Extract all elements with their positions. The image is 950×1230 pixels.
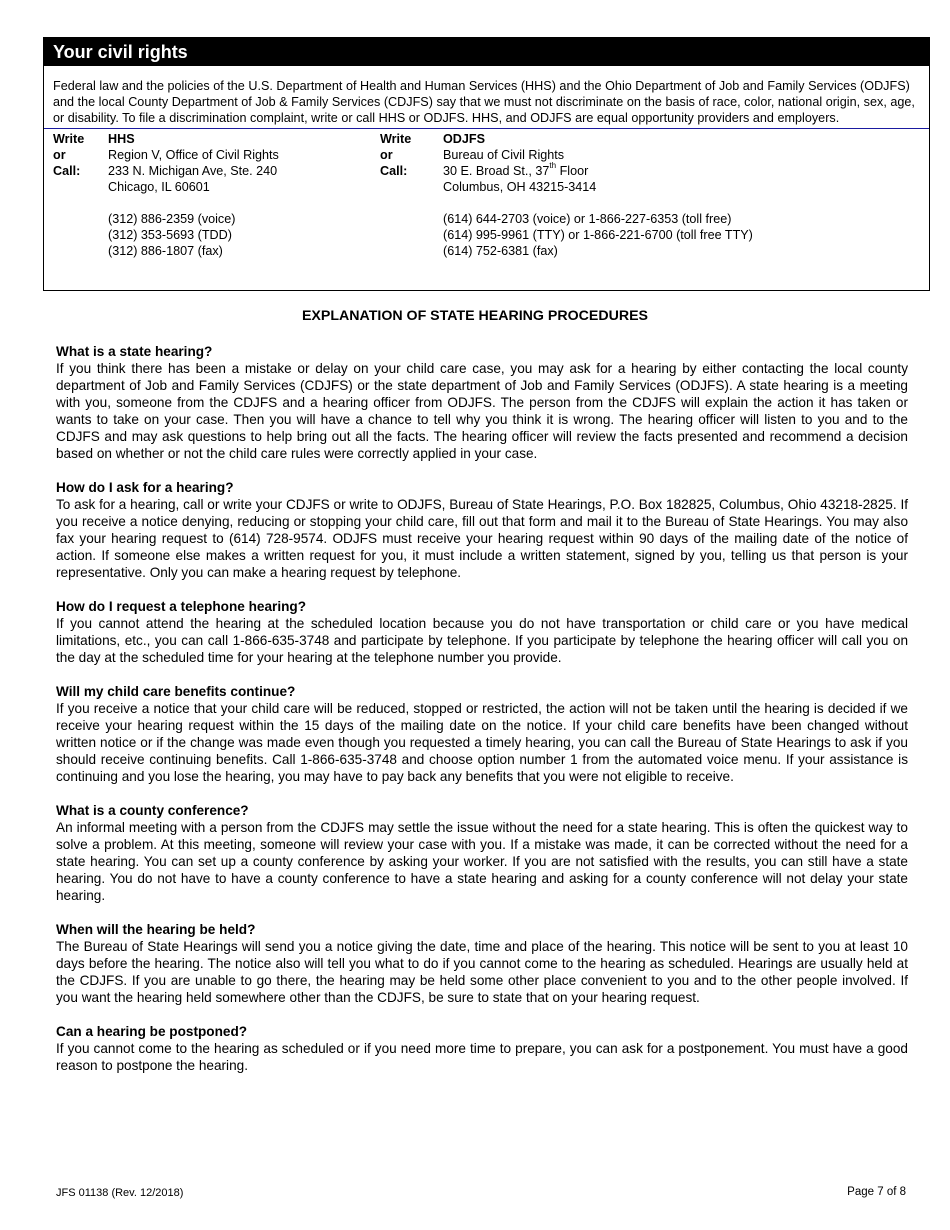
hhs-contact (108, 131, 279, 259)
section-heading: When will the hearing be held? (56, 922, 256, 937)
section-hearing-postponed (56, 1023, 908, 1074)
odjfs-phone: (614) 995-9961 (TTY) or 1-866-221-6700 (toll free TTY) (443, 228, 753, 242)
odjfs-contact (443, 131, 753, 259)
hhs-label (53, 131, 84, 179)
odjfs-label (380, 131, 411, 179)
hearing-procedures (56, 343, 908, 1091)
form-id: JFS 01138 (Rev. 12/2018) (56, 1187, 184, 1199)
section-body: If you think there has been a mistake or delay on your child care case, you may ask for a hearing by either contacting the local county department of Job and Family Services (CDJFS) or the state department of Job and Family Services (ODJFS). A state hearing is a meeting with you, someone from the CDJFS and a hearing officer from ODJFS. The person from the CDJFS will explain the action it has taken or wants to take on your case. Then you will have a chance to tell why you think it is wrong. The hearing officer will listen to you and to the CDJFS and may ask questions to help bring out all the facts. The hearing officer will review the facts presented and recommend a decision based on whether or not the child care rules were correctly applied in your case. (56, 361, 908, 461)
hhs-phone: (312) 886-2359 (voice) (108, 212, 236, 226)
section-body: An informal meeting with a person from the CDJFS may settle the issue without the need for a state hearing. This is often the quickest way to solve a problem. At this meeting, someone will review your case with you. If a mistake was made, it can be corrected without the need for a state hearing. You can set up a county conference by asking your worker. If you are not satisfied with the results, you can still have a state hearing. You do not have to have a county conference to have a state hearing and asking for a county conference will not delay your state hearing. (56, 820, 908, 903)
hhs-phone: (312) 353-5693 (TDD) (108, 228, 232, 242)
odjfs-phone: (614) 752-6381 (fax) (443, 244, 558, 258)
odjfs-name: ODJFS (443, 132, 485, 146)
section-heading: Can a hearing be postponed? (56, 1024, 248, 1039)
section-heading: How do I request a telephone hearing? (56, 599, 307, 614)
hhs-label-write: Write (53, 132, 85, 146)
section-body: If you cannot come to the hearing as scheduled or if you need more time to prepare, you can ask for a postponement. You must have a good reason to postpone the hearing. (56, 1041, 908, 1073)
hhs-address-line: 233 N. Michigan Ave, Ste. 240 (108, 164, 278, 178)
section-heading: What is a state hearing? (56, 344, 213, 359)
section-county-conference (56, 802, 908, 904)
section-body: To ask for a hearing, call or write your CDJFS or write to ODJFS, Bureau of State Hearings, P.O. Box 182825, Columbus, Ohio 43218-2825. If you receive a notice denying, reducing or stopping your child care, fill out that form and mail it to the Bureau of State Hearings. You may also fax your hearing request to (614) 728-9574. ODJFS must receive your hearing request within 90 days of the mailing date of the notice of action. If someone else makes a written request for you, it must include a written statement, signed by you, telling us that person is your representative. Only you can make a hearing request by telephone. (56, 497, 908, 580)
odjfs-address-line: 30 E. Broad St., 37th Floor (443, 161, 589, 178)
section-body: If you receive a notice that your child care will be reduced, stopped or restricted, the action will not be taken until the hearing is decided if we receive your hearing request within the 15 days of the mailing date on the notice. If your child care benefits have been changed without written notice or if the change was made even though you requested a timely hearing, you can call the Bureau of State Hearings to ask if you should receive continuing benefits. Call 1-866-635-3748 and choose option number 1 from the automated voice menu. If your assistance is continuing and you lose the hearing, you may have to pay back any benefits that you were not eligible to receive. (56, 701, 908, 784)
section-heading: What is a county conference? (56, 803, 249, 818)
section-heading: Will my child care benefits continue? (56, 684, 296, 699)
odjfs-label-or: or (380, 148, 393, 162)
hhs-address-line: Chicago, IL 60601 (108, 180, 210, 194)
odjfs-phone: (614) 644-2703 (voice) or 1-866-227-6353 (toll free) (443, 212, 732, 226)
section-what-is-state-hearing (56, 343, 908, 462)
odjfs-address-line: Columbus, OH 43215-3414 (443, 180, 597, 194)
civil-rights-intro: Federal law and the policies of the U.S. Department of Health and Human Services (HHS) and the Ohio Department of Job and Family Services (ODJFS) and the local County Department of Job & Family Services (CDJFS) say that we must not discriminate on the basis of race, color, national origin, sex, age, or disability. To file a discrimination complaint, write or call HHS or ODJFS. HHS, and ODJFS are equal opportunity providers and employers. (44, 66, 929, 129)
civil-rights-title: Your civil rights (44, 38, 929, 66)
hhs-phone: (312) 886-1807 (fax) (108, 244, 223, 258)
section-benefits-continue (56, 683, 908, 785)
main-title: EXPLANATION OF STATE HEARING PROCEDURES (301, 308, 649, 324)
section-body: If you cannot attend the hearing at the scheduled location because you do not have transportation or child care or you have medical limitations, etc., you can call 1-866-635-3748 and participate by telephone. If you participate by telephone the hearing officer will call you on the day at the scheduled time for your hearing at the telephone number you provide. (56, 616, 908, 665)
section-when-hearing-held (56, 921, 908, 1006)
odjfs-label-write: Write (380, 132, 412, 146)
contact-table (44, 129, 929, 269)
page-number: Page 7 of 8 (847, 1186, 906, 1198)
hhs-name: HHS (108, 132, 135, 146)
civil-rights-box (43, 37, 930, 291)
hhs-label-or: or (53, 148, 66, 162)
odjfs-address-line: Bureau of Civil Rights (443, 148, 565, 162)
hhs-address-line: Region V, Office of Civil Rights (108, 148, 279, 162)
odjfs-label-call: Call: (380, 164, 408, 178)
hhs-label-call: Call: (53, 164, 81, 178)
section-telephone-hearing (56, 598, 908, 666)
section-how-ask-hearing (56, 479, 908, 581)
section-body: The Bureau of State Hearings will send you a notice giving the date, time and place of the hearing. This notice will be sent to you at least 10 days before the hearing. The notice also will tell you what to do if you cannot come to the hearing as scheduled. Hearings are usually held at the CDJFS. If you are unable to go there, the hearing may be held some other place convenient to you and to the other people involved. If you want the hearing held somewhere other than the CDJFS, be sure to state that on your hearing request. (56, 939, 908, 1005)
section-heading: How do I ask for a hearing? (56, 480, 234, 495)
